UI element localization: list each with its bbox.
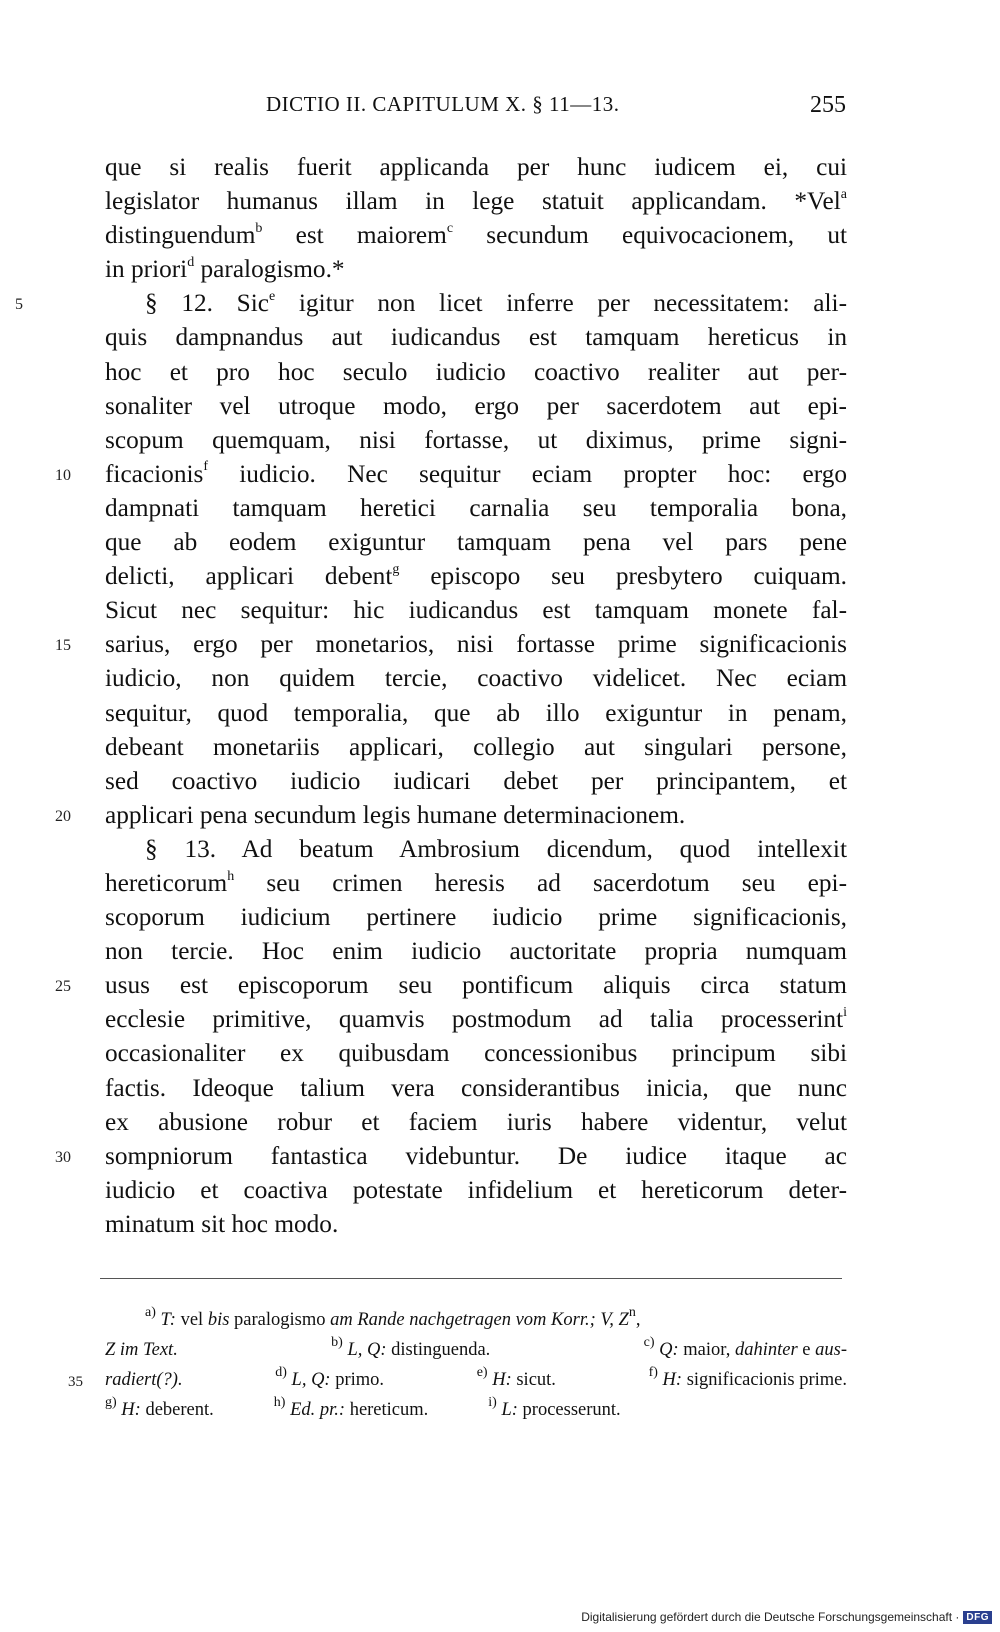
footnote-ref: f [203,459,209,475]
text-line: scoporum iudicium pertinere iudicio prime significacionis, [105,903,847,932]
text-line: que ab eodem exiguntur tamquam pena vel pars pene [105,528,847,557]
text-line: sed coactivo iudicio iudicari debet per principantem, et [105,766,847,795]
running-title: DICTIO II. CAPITULUM X. § 11—13. [266,92,620,116]
section-12: § 12. Sic [145,289,269,318]
text-line: delicti, applicari debent$^g$ episcopo seu presbytero cuiquam. [105,561,847,591]
text-line: 5 § 12. Sic$^e$ igitur non licet inferre per necessitatem: ali- [15,288,848,318]
text-line: ex abusione robur et faciem iuris habere videntur, velut [105,1107,847,1136]
text-line: 30 sompniorum fantastica videbuntur. De iudice itaque ac [55,1141,847,1170]
text-line: hereticorum$^h$ seu crimen heresis ad sacerdotum seu epi- [105,868,847,897]
footnote-line: $^{g)}$ H: deberent. $^{h)}$ Ed. pr.: hereticum. $^{i)}$ L: processerunt. [105,1394,621,1420]
text-line: 20 applicari pena secundum legis humane determinacionem. [55,800,686,829]
digitization-credit [581,1610,992,1624]
text-line: scopum quemquam, nisi fortasse, ut diximus, prime signi- [105,425,847,454]
running-header [104,92,846,128]
text-line: iudicio, non quidem tercie, coactivo videlicet. Nec eciam [105,664,847,693]
text-line: iudicio et coactiva potestate infidelium et hereticorum deter- [105,1175,847,1204]
footnote-line: Z im Text. $^{b)}$ L, Q: distinguenda. $^{c)}$ Q: maior, dahinter e aus- [105,1334,847,1360]
text-line: ecclesie primitive, quamvis postmodum ad talia processerint$^i$ [105,1004,847,1034]
text-line: factis. Ideoque talium vera considerantibus inicia, que nunc [105,1073,847,1102]
footnote-ref: i [843,1004,847,1020]
text-line: Sicut nec sequitur: hic iudicandus est tamquam monete fal- [105,596,847,625]
dfg-logo: DFG [963,1611,992,1624]
footnote-divider [100,1278,842,1279]
footnotes [68,1304,847,1425]
footnote-ref: g [392,561,400,577]
text-line: non tercie. Hoc enim iudicio auctoritate propria numquam [105,937,847,966]
text-line: sequitur, quod temporalia, que ab illo exiguntur in penam, [105,698,847,727]
main-text [15,150,848,1241]
page-number: 255 [810,92,846,118]
text-line: in priori$^d$ paralogismo.* [105,254,345,284]
text-line: minatum sit hoc modo. [105,1209,339,1238]
text-line [105,832,847,866]
footnote-ref: h [227,868,235,884]
footnote-ref: a [840,186,847,202]
credit-text: Digitalisierung gefördert durch die Deutsche Forschungsgemeinschaft · [581,1610,960,1624]
section-13: § 13. Ad beatum Ambrosium dicendum, quod intellexit [145,834,847,863]
text-line: 10 ficacionis$^f$ iudicio. Nec sequitur eciam propter hoc: ergo [55,459,848,488]
text-line: dampnati tamquam heretici carnalia seu temporalia bona, [105,493,847,522]
text-line: 15 sarius, ergo per monetarios, nisi fortasse prime significacionis [55,630,847,659]
text-line: distinguendum$^b$ est maiorem$^c$ secundum equivocacionem, ut [105,220,848,250]
footnote-line: $^{a)}$ T: vel bis paralogismo am Rande nachgetragen vom Korr.; V, $Z^n$, [145,1304,641,1330]
text-line: occasionaliter ex quibusdam concessionibus principum sibi [105,1039,847,1068]
footnote-ref: d [187,254,195,270]
footnote-ref: c [446,220,454,236]
footnote-ref: e [268,288,276,304]
text-line: hoc et pro hoc seculo iudicio coactivo realiter aut per- [105,357,847,386]
footnote-ref: b [255,220,263,236]
text-line: que si realis fuerit applicanda per hunc iudicem ei, cui [105,153,847,181]
text-line: debeant monetariis applicari, collegio aut singulari persone, [105,732,847,761]
text-line: sonaliter vel utroque modo, ergo per sacerdotem aut epi- [105,391,847,420]
text-line: 25 usus est episcoporum seu pontificum aliquis circa statum [55,971,847,1000]
text-line: legislator humanus illam in lege statuit applicandam. *Vel$^a$ [105,186,847,216]
text-line: quis dampnandus aut iudicandus est tamquam hereticus in [105,323,847,352]
footnote-line: 35 radiert(?). $^{d)}$ L, Q: primo. $^{e)}$ H: sicut. $^{f)}$ H: significacionis prime. [68,1364,847,1390]
